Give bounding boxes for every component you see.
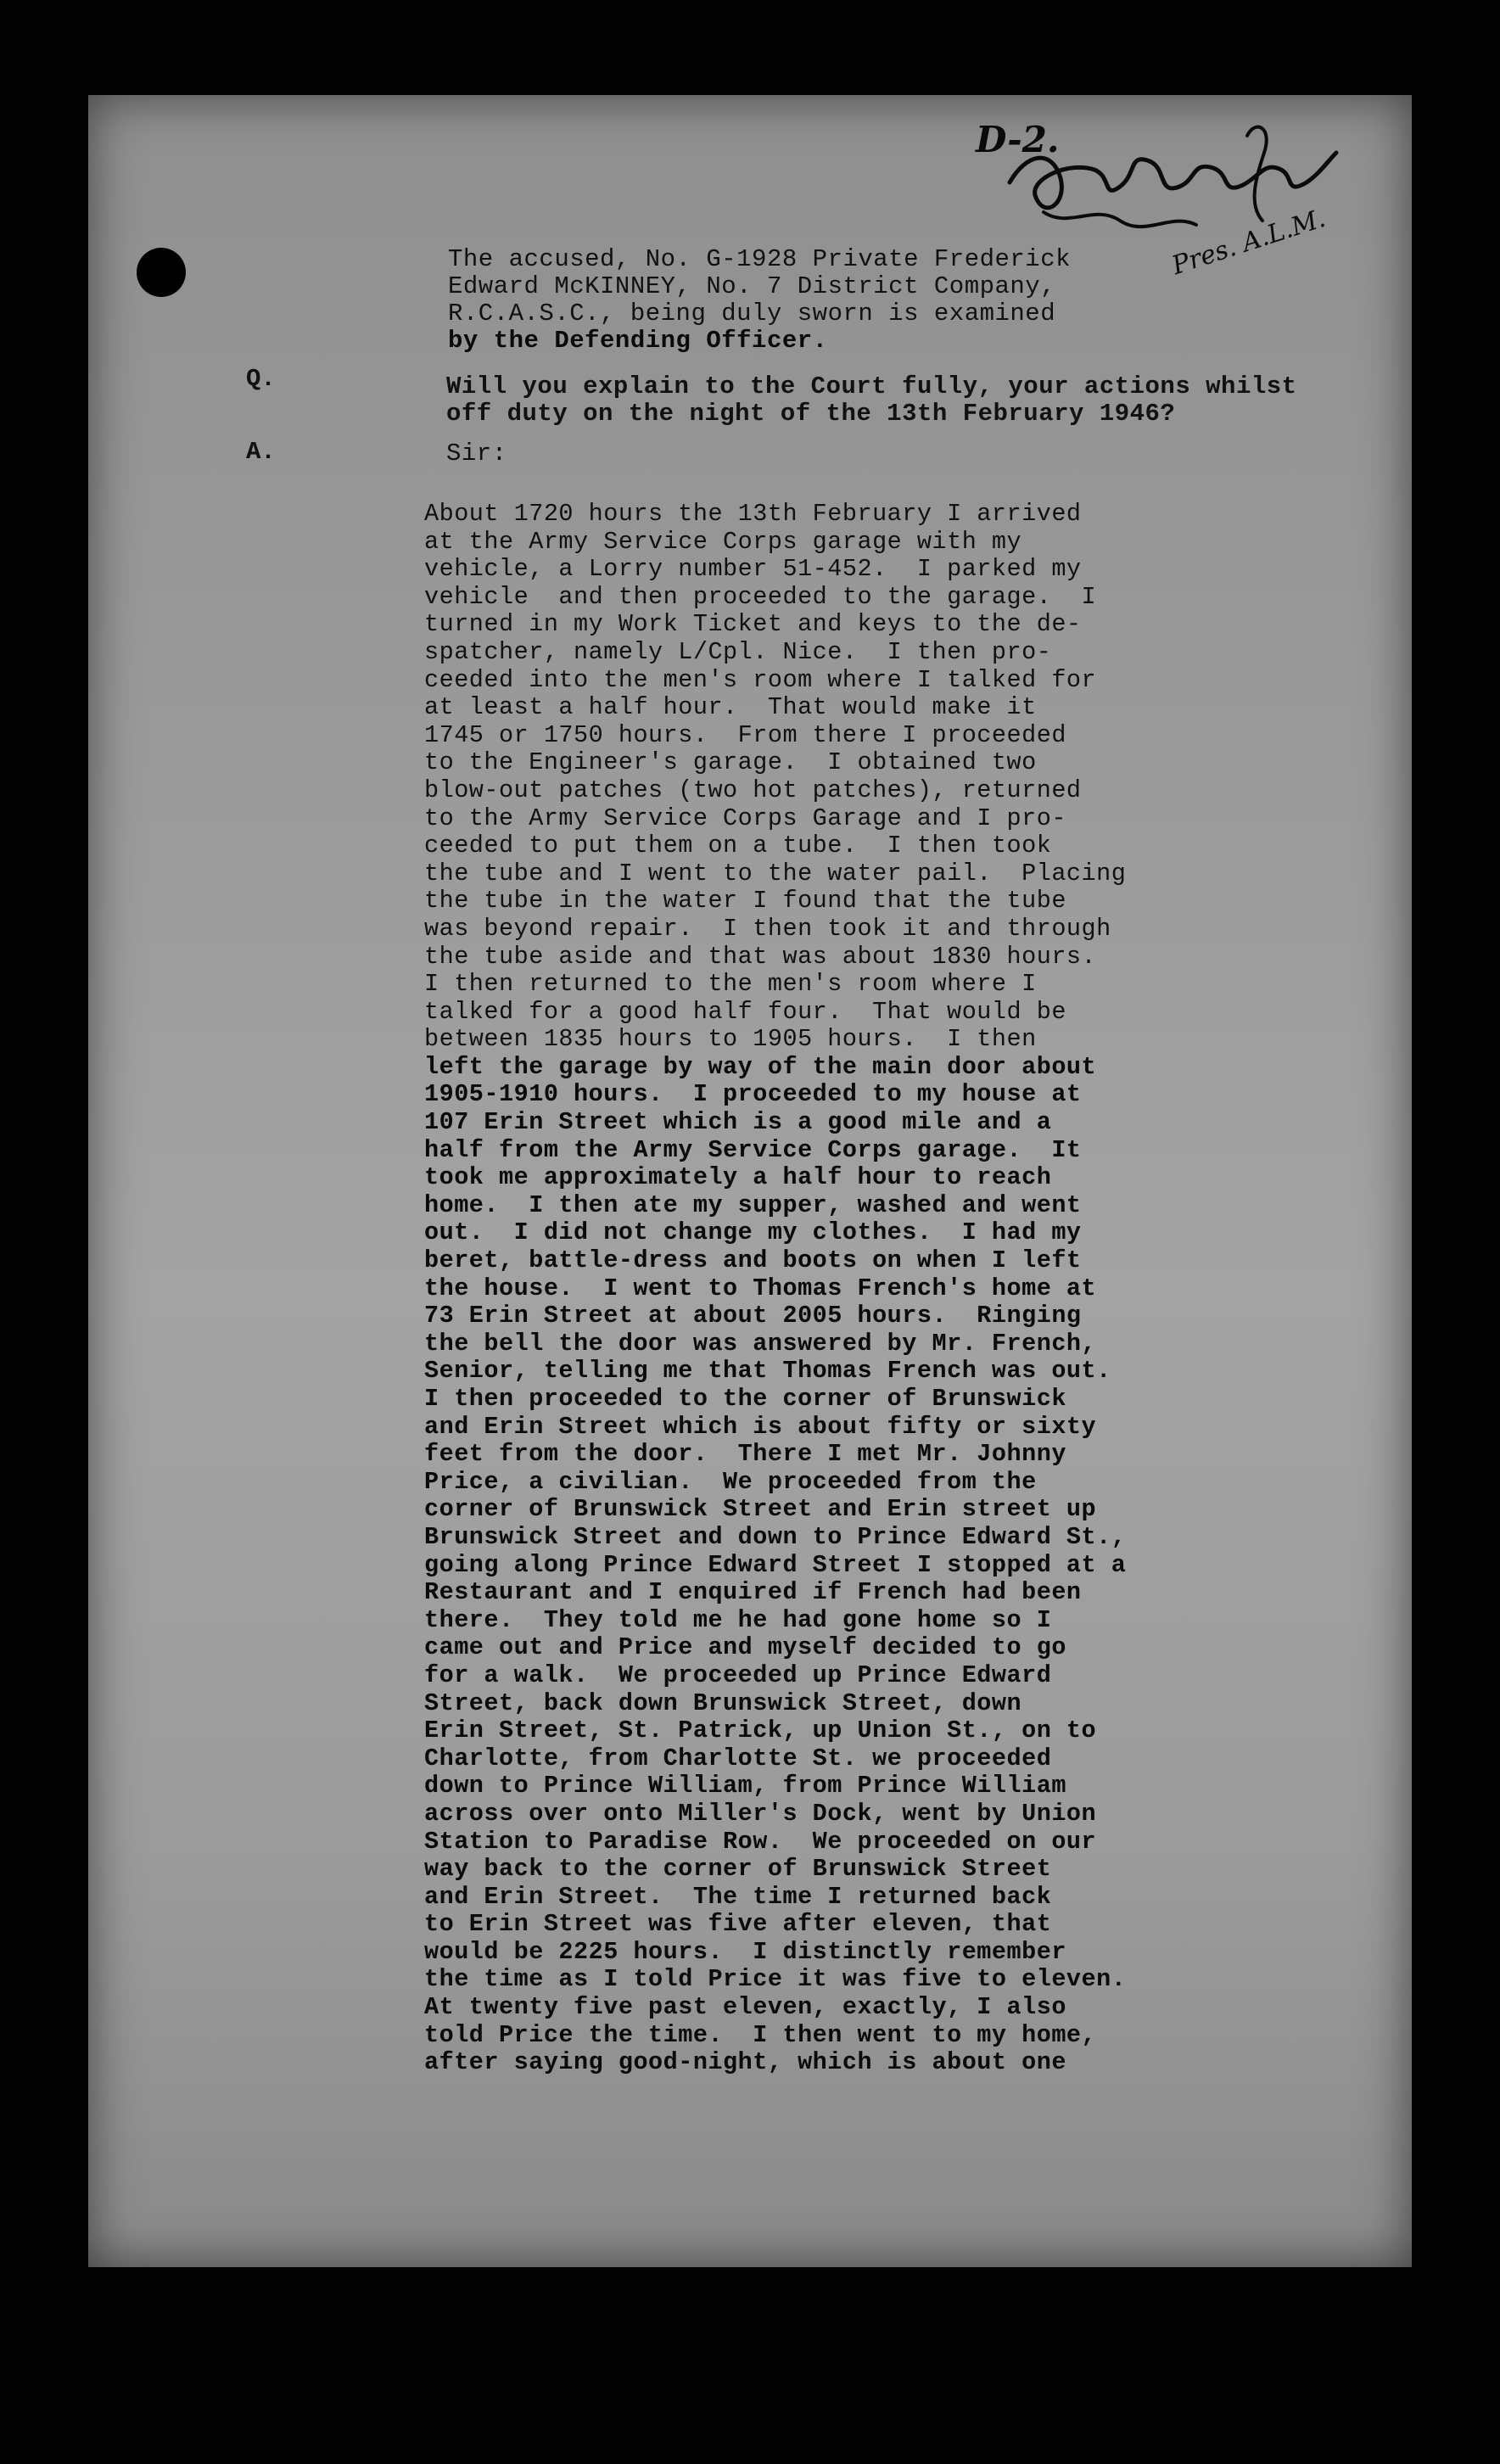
answer-body xyxy=(424,501,1391,2077)
salutation: Sir: xyxy=(446,440,507,468)
intro-statement xyxy=(448,246,1212,355)
answer-line: at the Army Service Corps garage with my xyxy=(424,527,1022,556)
answer-line: corner of Brunswick Street and Erin street up xyxy=(424,1495,1097,1524)
answer-line: ceeded into the men's room where I talked for xyxy=(424,665,1097,694)
answer-line: took me approximately a half hour to reach xyxy=(424,1163,1052,1192)
answer-line: told Price the time. I then went to my home, xyxy=(424,2020,1097,2049)
answer-line: the time as I told Price it was five to eleven. xyxy=(424,1965,1127,1994)
answer-line: Price, a civilian. We proceeded from the xyxy=(424,1467,1037,1496)
answer-line: home. I then ate my supper, washed and went xyxy=(424,1190,1082,1219)
answer-line: after saying good-night, which is about one xyxy=(424,2048,1066,2077)
answer-line: Erin Street, St. Patrick, up Union St., on to xyxy=(424,1716,1097,1745)
answer-line: About 1720 hours the 13th February I arrived xyxy=(424,500,1082,528)
answer-line: blow-out patches (two hot patches), returned xyxy=(424,776,1082,804)
answer-line: down to Prince William, from Prince William xyxy=(424,1772,1066,1800)
answer-line: At twenty five past eleven, exactly, I also xyxy=(424,1993,1066,2022)
answer-line: feet from the door. There I met Mr. Johnny xyxy=(424,1440,1066,1469)
intro-line: The accused, No. G-1928 Private Frederick xyxy=(448,245,1072,273)
question-text xyxy=(446,373,1396,428)
answer-line: Restaurant and I enquired if French had been xyxy=(424,1578,1082,1607)
answer-line: Charlotte, from Charlotte St. we proceeded xyxy=(424,1744,1052,1772)
question-marker: Q. xyxy=(246,365,276,393)
answer-line: left the garage by way of the main door about xyxy=(424,1052,1097,1081)
answer-line: Brunswick Street and down to Prince Edward St., xyxy=(424,1522,1127,1551)
answer-line: 107 Erin Street which is a good mile and a xyxy=(424,1108,1052,1137)
answer-line: across over onto Miller's Dock, went by Union xyxy=(424,1799,1097,1828)
answer-line: 1905-1910 hours. I proceeded to my house at xyxy=(424,1080,1082,1109)
answer-line: would be 2225 hours. I distinctly remember xyxy=(424,1937,1066,1966)
answer-line: and Erin Street. The time I returned back xyxy=(424,1882,1052,1911)
answer-line: turned in my Work Ticket and keys to the de- xyxy=(424,610,1082,639)
answer-line: vehicle and then proceeded to the garage. I xyxy=(424,582,1097,611)
answer-line: talked for a good half four. That would be xyxy=(424,997,1066,1026)
answer-line: for a walk. We proceeded up Prince Edward xyxy=(424,1660,1052,1689)
answer-line: to Erin Street was five after eleven, that xyxy=(424,1910,1052,1939)
answer-line: the house. I went to Thomas French's home at xyxy=(424,1274,1097,1302)
reference-code-annotation: D-2. xyxy=(976,119,1060,160)
answer-line: to the Engineer's garage. I obtained two xyxy=(424,748,1037,777)
intro-line: R.C.A.S.C., being duly sworn is examined xyxy=(448,300,1056,328)
answer-line: the tube in the water I found that the tube xyxy=(424,887,1066,916)
answer-line: the bell the door was answered by Mr. French, xyxy=(424,1329,1097,1358)
intro-line: Edward McKINNEY, No. 7 District Company, xyxy=(448,272,1056,300)
answer-line: I then proceeded to the corner of Brunswick xyxy=(424,1385,1066,1413)
answer-line: between 1835 hours to 1905 hours. I then xyxy=(424,1025,1037,1054)
answer-line: I then returned to the men's room where I xyxy=(424,970,1037,999)
answer-line: going along Prince Edward Street I stopped at a xyxy=(424,1550,1127,1579)
question-line: Will you explain to the Court fully, your actions whilst xyxy=(446,372,1297,400)
answer-line: the tube and I went to the water pail. Placing xyxy=(424,859,1127,888)
answer-line: at least a half hour. That would make it xyxy=(424,693,1037,722)
answer-line: 73 Erin Street at about 2005 hours. Ringing xyxy=(424,1302,1082,1330)
answer-line: came out and Price and myself decided to go xyxy=(424,1633,1066,1662)
answer-line: way back to the corner of Brunswick Street xyxy=(424,1855,1052,1884)
question-line: off duty on the night of the 13th February 1946? xyxy=(446,400,1176,428)
answer-line: and Erin Street which is about fifty or sixty xyxy=(424,1412,1097,1441)
answer-line: the tube aside and that was about 1830 hours. xyxy=(424,942,1097,971)
answer-line: Street, back down Brunswick Street, down xyxy=(424,1688,1022,1717)
punch-hole xyxy=(137,248,186,297)
answer-line: vehicle, a Lorry number 51-452. I parked my xyxy=(424,555,1082,584)
answer-line: spatcher, namely L/Cpl. Nice. I then pro- xyxy=(424,637,1052,666)
answer-line: half from the Army Service Corps garage. It xyxy=(424,1135,1082,1164)
answer-line: to the Army Service Corps Garage and I pro- xyxy=(424,804,1066,832)
answer-line: ceeded to put them on a tube. I then took xyxy=(424,832,1052,860)
initials-annotation: Pres. A.L.M. xyxy=(1168,203,1329,282)
answer-line: 1745 or 1750 hours. From there I proceeded xyxy=(424,720,1066,749)
answer-line: beret, battle-dress and boots on when I left xyxy=(424,1246,1082,1275)
answer-line: there. They told me he had gone home so I xyxy=(424,1605,1052,1634)
intro-line: by the Defending Officer. xyxy=(448,327,828,355)
answer-line: out. I did not change my clothes. I had my xyxy=(424,1218,1082,1247)
answer-line: Senior, telling me that Thomas French was out. xyxy=(424,1357,1111,1386)
answer-marker: A. xyxy=(246,438,276,466)
answer-line: Station to Paradise Row. We proceeded on our xyxy=(424,1827,1097,1856)
answer-line: was beyond repair. I then took it and through xyxy=(424,914,1111,943)
